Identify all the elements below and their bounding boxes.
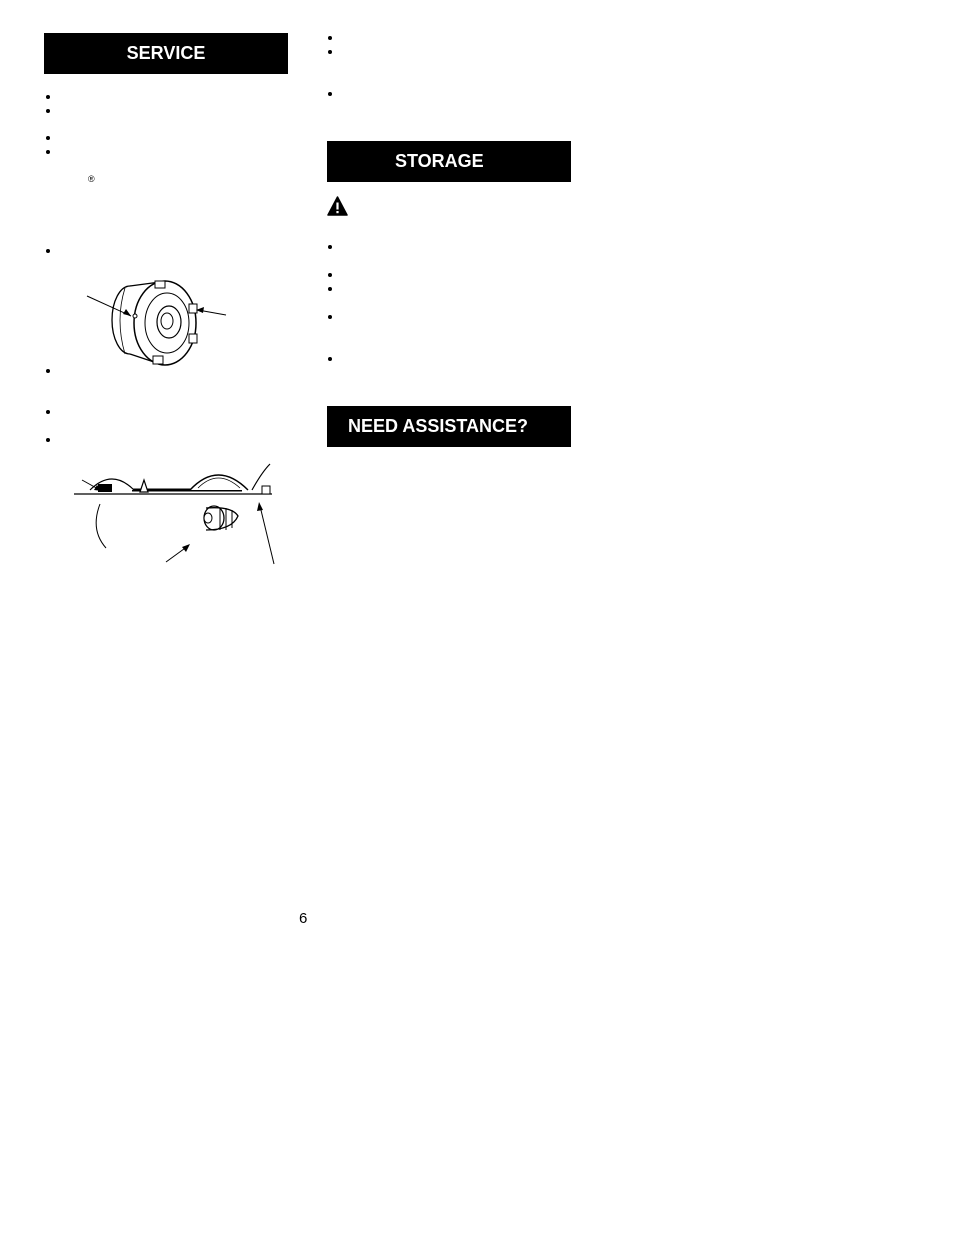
bullet-dot (328, 357, 332, 361)
service-header (44, 33, 288, 74)
registered-mark: ® (88, 174, 95, 184)
bullet-dot (46, 95, 50, 99)
bullet-dot (46, 249, 50, 253)
bullet-dot (46, 410, 50, 414)
bullet-dot (46, 109, 50, 113)
service-header-label: SERVICE (126, 43, 206, 63)
bullet-dot (328, 36, 332, 40)
bullet-dot (328, 245, 332, 249)
bullet-dot (328, 50, 332, 54)
bullet-dot (328, 92, 332, 96)
bullet-dot (328, 315, 332, 319)
bullet-dot (46, 369, 50, 373)
storage-header (327, 141, 571, 182)
spool-illustration (85, 276, 230, 372)
bullet-dot (46, 150, 50, 154)
need-assistance-header-label: NEED ASSISTANCE? (348, 416, 529, 436)
storage-header-label: STORAGE (395, 151, 484, 171)
bullet-dot (328, 273, 332, 277)
bullet-dot (46, 438, 50, 442)
bullet-dot (46, 136, 50, 140)
bullet-dot (328, 287, 332, 291)
page-number: 6 (299, 910, 308, 927)
trimmer-head-illustration (72, 460, 278, 566)
warning-triangle-icon (327, 196, 348, 216)
need-assistance-header (327, 406, 571, 447)
